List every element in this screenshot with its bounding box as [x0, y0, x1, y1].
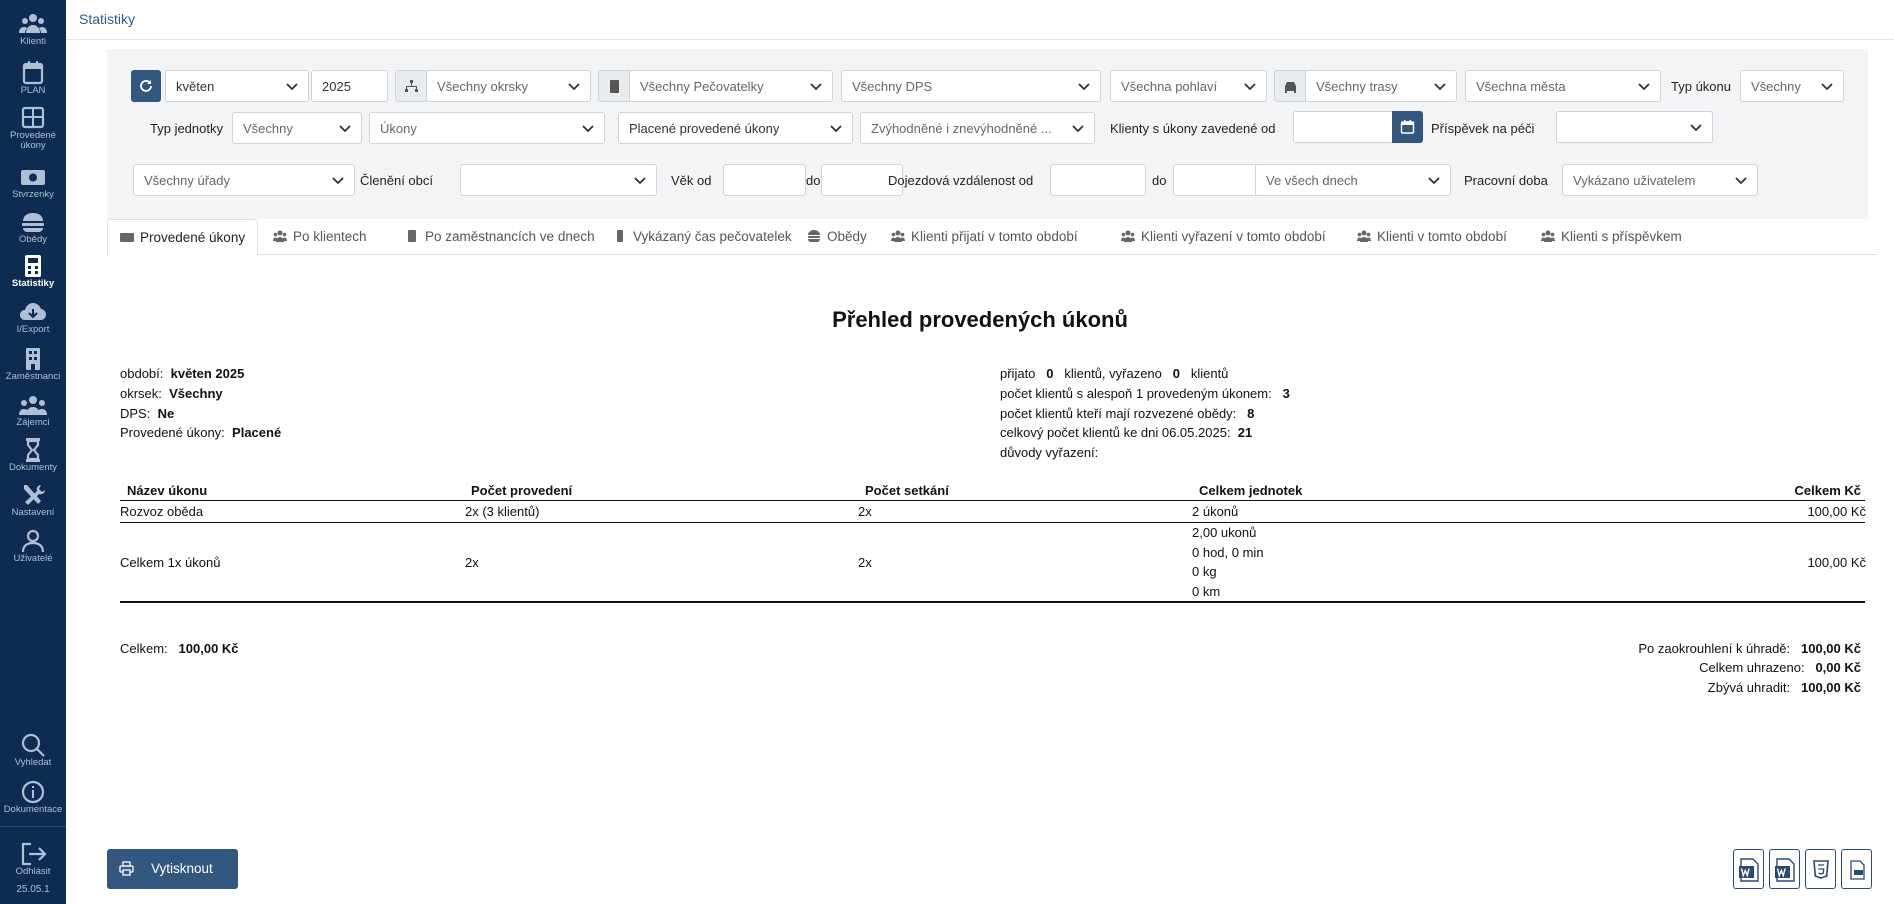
caregiver-icon-box — [598, 70, 630, 102]
row-total: 100,00 Kč — [1807, 504, 1866, 519]
age-to-label: do — [806, 173, 821, 188]
user-icon — [19, 529, 47, 553]
task-type-select[interactable]: Všechny — [1740, 70, 1844, 102]
chevron-down-icon — [1244, 80, 1256, 92]
meals-info: počet klientů kteří mají rozvezené obědy: 8 — [1000, 406, 1255, 421]
sidebar-item-label: Klienti — [20, 36, 46, 47]
sidebar-item-label: Uživatelé — [13, 553, 53, 564]
report-title: Přehled provedených úkonů — [832, 307, 1128, 332]
chevron-down-icon — [634, 174, 646, 186]
age-from-label: Věk od — [671, 173, 712, 188]
allowance-select[interactable] — [1556, 111, 1713, 143]
app-version: 25.05.1 — [16, 884, 50, 895]
distance-from-label: Dojezdová vzdálenost od — [888, 173, 1034, 188]
tab-klienti-v-obdobi[interactable]: Klienti v tomto období — [1345, 219, 1519, 255]
summary-units-weight: 0 kg — [1192, 564, 1217, 579]
users-icon — [1357, 220, 1371, 232]
tasks-info: Provedené úkony: Placené — [120, 425, 282, 440]
building-icon — [19, 347, 47, 371]
chevron-down-icon — [582, 122, 594, 134]
sidebar-item-label: Stvrzenky — [12, 189, 54, 200]
chevron-down-icon — [1735, 174, 1747, 186]
export-pdf-button[interactable] — [1841, 849, 1872, 889]
work-time-label: Pracovní doba — [1464, 173, 1548, 188]
routes-select[interactable]: Všechny trasy — [1305, 70, 1457, 102]
task-type-label: Typ úkonu — [1671, 79, 1731, 94]
calendar-icon — [1400, 119, 1415, 134]
tab-klienti-s-prispevkem[interactable]: Klienti s příspěvkem — [1529, 219, 1694, 255]
sidebar-item-dokumentace[interactable] — [0, 780, 66, 815]
gender-select[interactable]: Všechna pohlaví — [1110, 70, 1267, 102]
sitemap-icon — [404, 79, 419, 94]
unit-type-select[interactable]: Všechny — [232, 112, 362, 144]
building-icon — [405, 220, 419, 232]
row-units: 2 úkonů — [1192, 504, 1239, 519]
users-icon — [1121, 220, 1135, 232]
meal-icon — [807, 220, 821, 232]
district-select[interactable]: Všechny okrsky — [426, 70, 591, 102]
month-select[interactable]: květen — [165, 70, 309, 102]
sidebar-item-label: Zájemci — [16, 417, 50, 428]
caregivers-select[interactable]: Všechny Pečovatelky — [629, 70, 833, 102]
sidebar-item-label: Zaměstnanci — [5, 371, 61, 382]
summary-total: 100,00 Kč — [1807, 555, 1866, 570]
age-from-input[interactable] — [723, 164, 806, 196]
row-name: Rozvoz oběda — [120, 504, 204, 519]
summary-units-count: 2,00 ukonů — [1192, 525, 1257, 540]
mobile-icon — [613, 220, 627, 232]
paid-tasks-select[interactable]: Placené provedené úkony — [618, 112, 853, 144]
district-info: okrsek: Všechny — [120, 386, 223, 401]
sidebar-item-nastaveni[interactable] — [0, 483, 66, 518]
sidebar-divider — [0, 826, 66, 827]
sidebar-item-label: PLAN — [20, 85, 46, 96]
chevron-down-icon — [810, 80, 822, 92]
users-icon — [273, 220, 287, 232]
work-time-select[interactable]: Vykázano uživatelem — [1562, 164, 1758, 196]
sidebar-item-label: I/Export — [16, 324, 50, 335]
chevron-down-icon — [1078, 80, 1090, 92]
offices-select[interactable]: Všechny úřady — [133, 164, 355, 196]
tab-po-zamestnancich[interactable]: Po zaměstnancích ve dnech — [393, 219, 607, 255]
route-icon-box — [1274, 70, 1306, 102]
tab-vykazany-cas[interactable]: Vykázaný čas pečovatelek — [601, 219, 804, 255]
sidebar-item-dokumenty[interactable] — [0, 438, 66, 473]
period-info: období: květen 2025 — [120, 366, 245, 381]
summary-name: Celkem 1x úkonů — [120, 555, 221, 570]
tab-klienti-vyrazeni[interactable]: Klienti vyřazení v tomto období — [1109, 219, 1338, 255]
table-icon — [19, 106, 47, 130]
col-header-units: Celkem jednotek — [1199, 483, 1303, 498]
chevron-down-icon — [332, 174, 344, 186]
print-button[interactable]: Vytisknout — [107, 849, 238, 889]
group-icon — [19, 393, 47, 417]
chevron-down-icon — [1072, 122, 1084, 134]
rounded-info: Po zaokrouhlení k úhradě: 100,00 Kč — [1638, 641, 1861, 656]
sidebar-item-odhlasit[interactable] — [0, 842, 66, 877]
money-icon — [120, 221, 134, 233]
tab-klienti-prijati[interactable]: Klienti přijatí v tomto období — [879, 219, 1090, 255]
table-header-rule — [120, 500, 1865, 501]
summary-rule — [120, 601, 1865, 603]
refresh-button[interactable] — [131, 70, 161, 102]
sidebar-item-statistiky[interactable] — [0, 254, 66, 289]
municipality-label: Členění obcí — [360, 173, 433, 188]
sidebar-item-uzivatele[interactable] — [0, 529, 66, 564]
sidebar-item-export[interactable] — [0, 300, 66, 335]
chevron-down-icon — [1690, 121, 1702, 133]
clients-since-label: Klienty s úkony zavedené od — [1110, 121, 1276, 136]
sidebar-item-label: Odhlásit — [15, 866, 51, 877]
chevron-down-icon — [286, 80, 298, 92]
cities-select[interactable]: Všechna města — [1465, 70, 1661, 102]
money-icon — [19, 165, 47, 189]
summary-units-time: 0 hod, 0 min — [1192, 545, 1264, 560]
sidebar-item-label: Dokumentace — [3, 804, 63, 815]
tab-po-klientech[interactable]: Po klientech — [261, 219, 379, 255]
sidebar-item-vyhledat[interactable] — [0, 733, 66, 768]
info-icon — [19, 780, 47, 804]
tab-obedy[interactable]: Obědy — [795, 219, 879, 255]
sidebar-item-zamestnanci[interactable] — [0, 347, 66, 382]
district-icon-box — [395, 70, 427, 102]
col-header-count: Počet provedení — [471, 483, 573, 498]
accepted-info: přijato 0 klientů, vyřazeno 0 klientů — [1000, 366, 1229, 381]
html-export-icon — [1810, 858, 1832, 882]
chevron-down-icon — [830, 122, 842, 134]
remaining-info: Zbývá uhradit: 100,00 Kč — [1707, 680, 1861, 695]
days-select[interactable]: Ve všech dnech — [1255, 164, 1451, 196]
sidebar-item-obedy[interactable] — [0, 210, 66, 245]
distance-from-input[interactable] — [1050, 164, 1146, 196]
hourglass-icon — [19, 438, 47, 462]
sidebar-item-label: Nastavení — [11, 507, 55, 518]
export-word-button[interactable] — [1733, 849, 1764, 889]
export-html-button[interactable] — [1805, 849, 1836, 889]
pdf-export-icon — [1846, 858, 1868, 882]
sidebar-item-klienti[interactable] — [0, 12, 66, 47]
total-info: Celkem: 100,00 Kč — [120, 641, 239, 656]
summary-count: 2x — [465, 555, 479, 570]
row-count: 2x (3 klientů) — [465, 504, 540, 519]
tasks-select[interactable]: Úkony — [369, 112, 605, 144]
row-rule — [120, 522, 1865, 523]
summary-meetings: 2x — [858, 555, 872, 570]
word-export-icon — [1738, 858, 1760, 882]
total-clients-info: celkový počet klientů ke dni 06.05.2025: 21 — [1000, 425, 1253, 440]
distance-to-label: do — [1152, 173, 1167, 188]
clients-since-input[interactable] — [1293, 111, 1393, 143]
logout-icon — [19, 842, 47, 866]
col-header-meetings: Počet setkání — [865, 483, 949, 498]
tab-provedene-ukony[interactable]: Provedené úkony — [107, 219, 258, 256]
sidebar-item-label: Dokumenty — [8, 462, 58, 473]
paid-info: Celkem uhrazeno: 0,00 Kč — [1699, 660, 1861, 675]
year-input[interactable]: 2025 — [311, 70, 388, 102]
dps-info: DPS: Ne — [120, 406, 175, 421]
summary-units-distance: 0 km — [1192, 584, 1221, 599]
car-icon — [1283, 79, 1298, 94]
chevron-down-icon — [1821, 80, 1833, 92]
report-tabs — [107, 219, 1877, 255]
export-word-alt-button[interactable] — [1769, 849, 1800, 889]
chevron-down-icon — [1638, 80, 1650, 92]
col-header-total: Celkem Kč — [1794, 483, 1861, 498]
chevron-down-icon — [1434, 80, 1446, 92]
municipality-select[interactable] — [460, 164, 657, 196]
sidebar-item-label: Provedené úkony — [10, 130, 56, 151]
sidebar-item-label: Statistiky — [11, 278, 55, 289]
tools-icon — [19, 483, 47, 507]
row-meetings: 2x — [858, 504, 872, 519]
calculator-icon — [19, 254, 47, 278]
sidebar — [0, 0, 66, 904]
sidebar-item-zajemci[interactable] — [0, 393, 66, 428]
topbar — [66, 0, 1894, 40]
chevron-down-icon — [1428, 174, 1440, 186]
printer-icon — [119, 861, 134, 876]
col-header-name: Název úkonu — [127, 483, 208, 498]
chevron-down-icon — [568, 80, 580, 92]
removal-reasons-info: důvody vyřazení: — [1000, 445, 1099, 460]
advantaged-select[interactable]: Zvýhodněné i znevýhodněné ... — [860, 112, 1095, 144]
sidebar-item-label: Obědy — [19, 234, 47, 245]
users-icon — [891, 220, 905, 232]
dps-select[interactable]: Všechny DPS — [841, 70, 1101, 102]
date-picker-button[interactable] — [1392, 111, 1423, 143]
distance-to-input[interactable] — [1173, 164, 1257, 196]
allowance-label: Příspěvek na péči — [1431, 121, 1535, 136]
refresh-icon — [138, 78, 154, 94]
sidebar-item-stvrzenky[interactable] — [0, 165, 66, 200]
word-export-icon — [1774, 858, 1796, 882]
sidebar-item-label: Vyhledat — [14, 757, 52, 768]
users-icon — [1541, 220, 1555, 232]
search-icon — [19, 733, 47, 757]
cloud-download-icon — [19, 300, 47, 324]
sidebar-item-provedene-ukony[interactable] — [0, 106, 66, 151]
users-icon — [19, 12, 47, 36]
unit-type-label: Typ jednotky — [150, 121, 223, 136]
sidebar-item-plan[interactable] — [0, 61, 66, 96]
meal-icon — [19, 210, 47, 234]
with-task-info: počet klientů s alespoň 1 provedeným úkonem: 3 — [1000, 386, 1290, 401]
page-title[interactable]: Statistiky — [79, 11, 136, 27]
calendar-icon — [19, 61, 47, 85]
building-icon — [607, 79, 622, 94]
chevron-down-icon — [339, 122, 351, 134]
